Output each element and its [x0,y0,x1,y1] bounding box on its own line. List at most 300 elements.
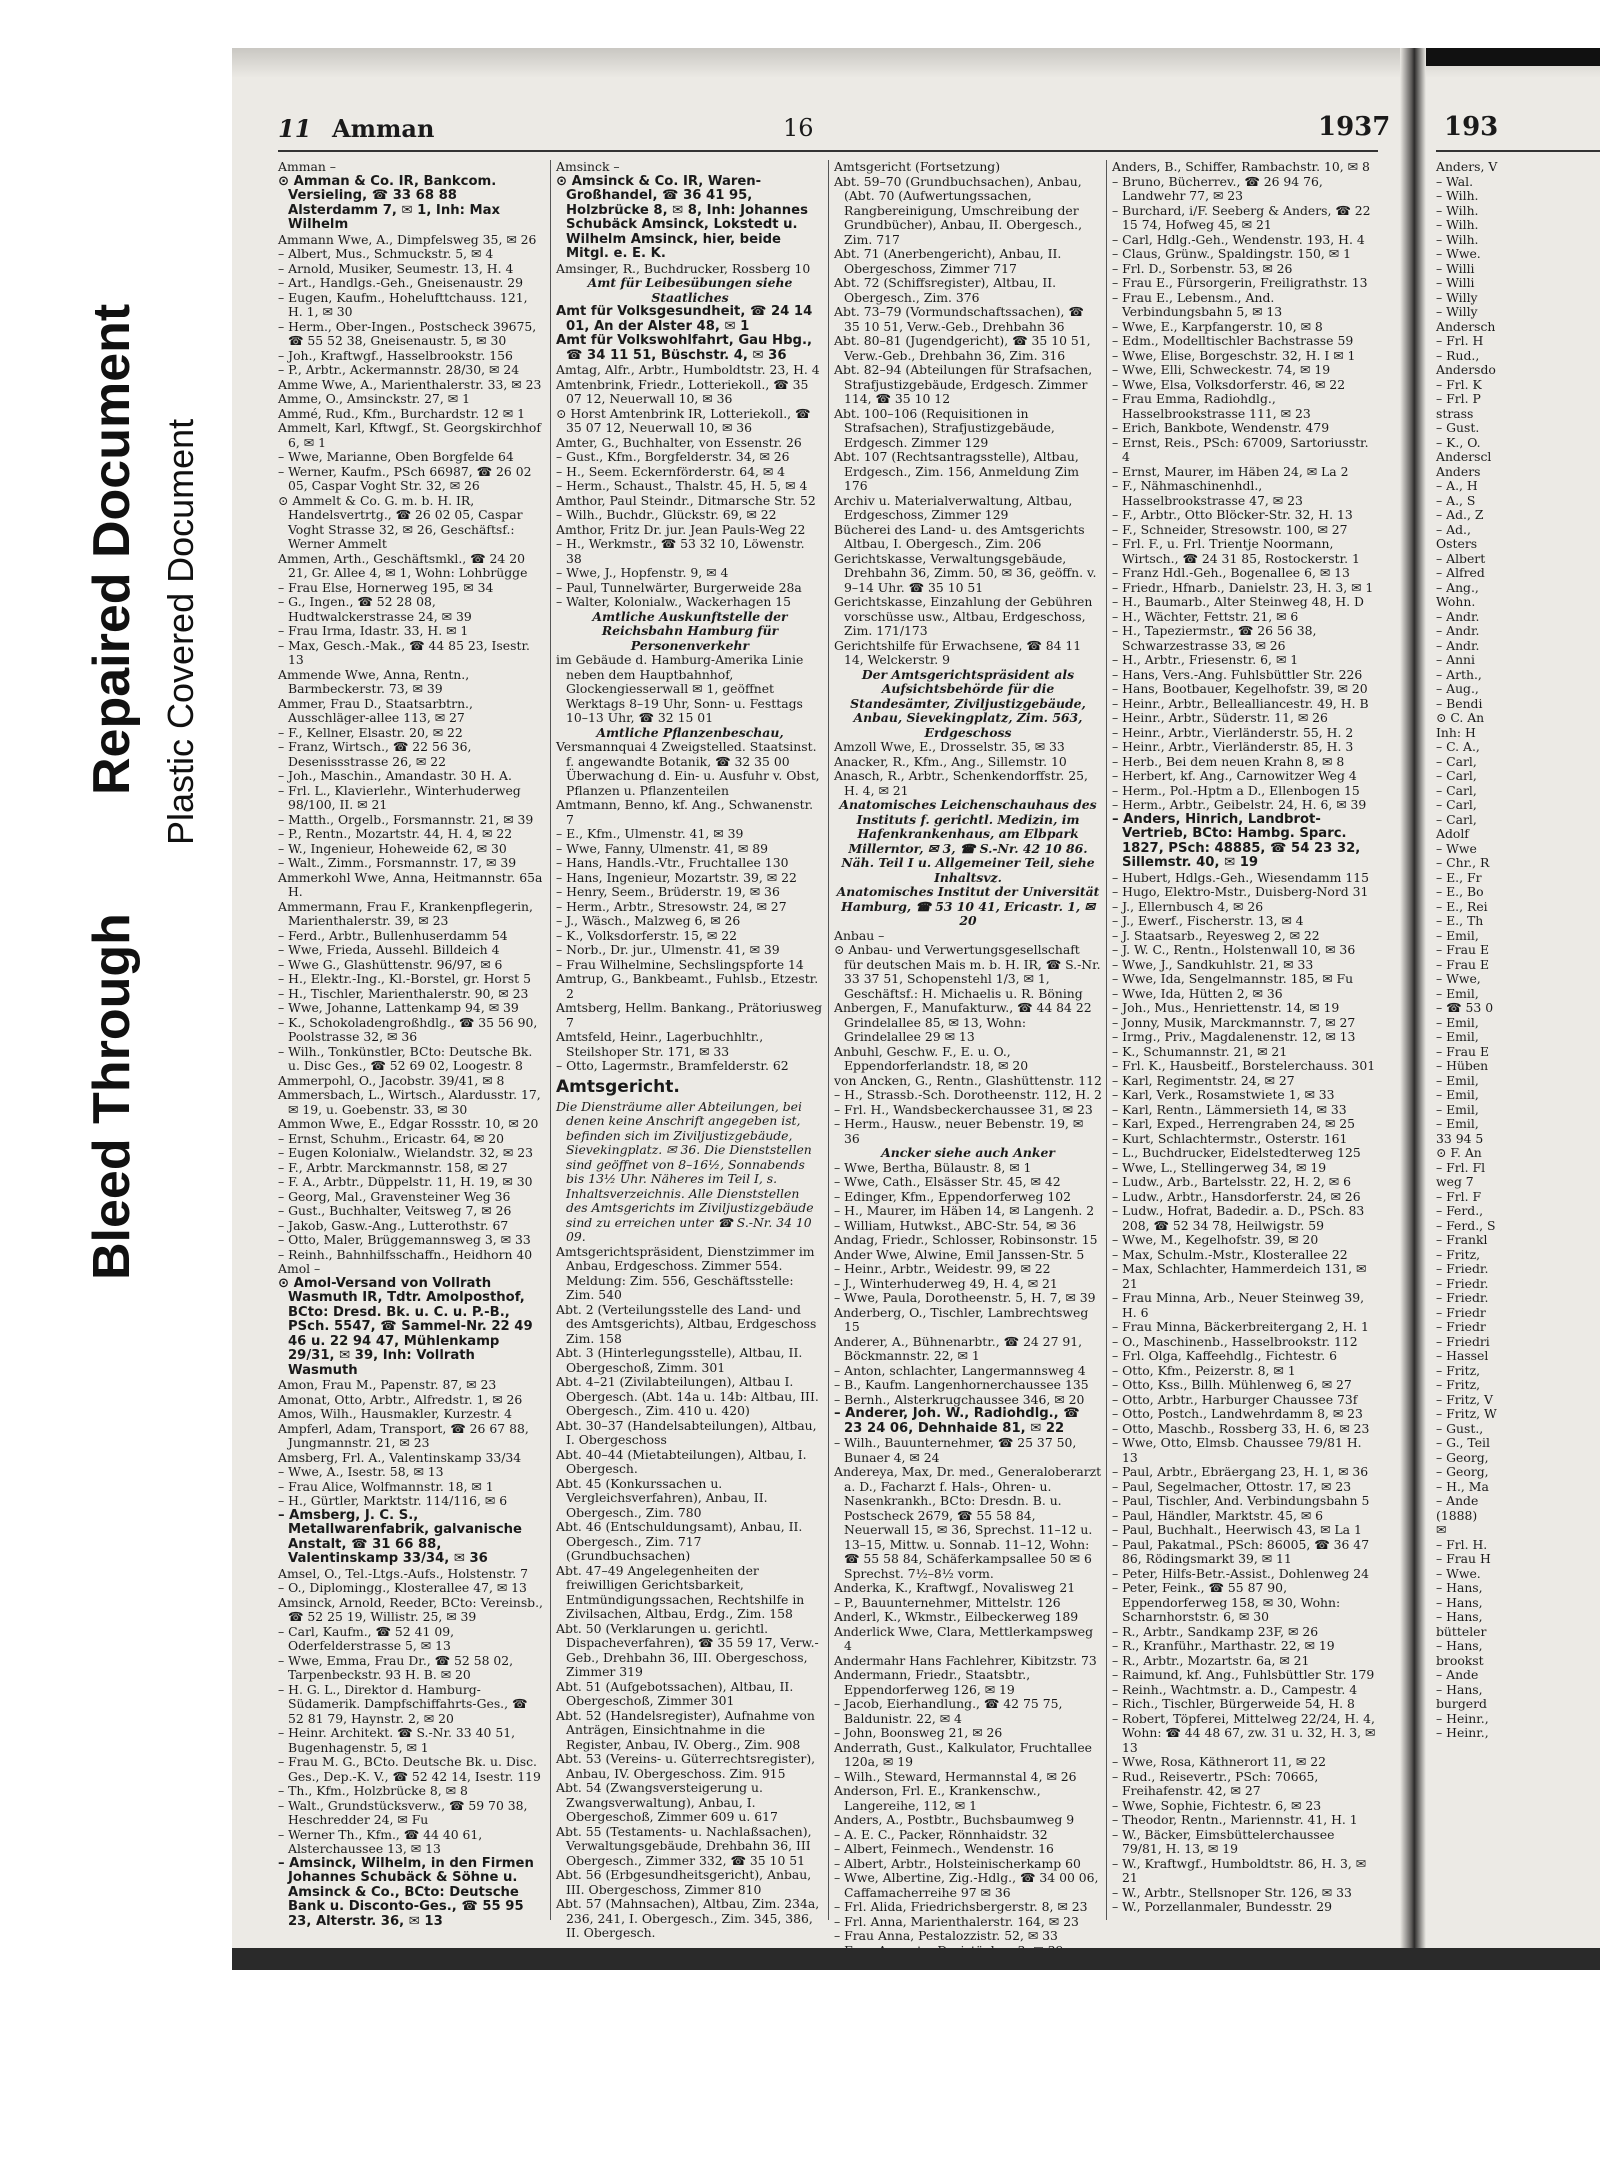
directory-entry: – Frau Alice, Wolfmannstr. 18, ✉ 1 [278,1478,494,1494]
directory-entry: – Otto, Kss., Billh. Mühlenweg 6, ✉ 27 [1112,1377,1352,1392]
directory-entry: Gerichtskasse, Einzahlung der Gebühren vorschüsse usw., Altbau, Erdgeschoss, Zim. 171/173 [834,594,1093,638]
directory-entry: – Paul, Tunnelwärter, Burgerweide 28a [556,579,802,595]
directory-entry: Anderlick Wwe, Clara, Mettlerkampsweg 4 [834,1623,1093,1653]
directory-entry: Ammerpohl, O., Jacobstr. 39/41, ✉ 8 [278,1072,505,1088]
directory-entry: – Friedr., Hfnarb., Danielstr. 23, H. 3, ✉ 1 [1112,579,1374,595]
directory-entry: Amthor, Fritz Dr. jur. Jean Pauls-Weg 22 [556,521,806,537]
directory-entry: Amthor, Paul Steindr., Ditmarsche Str. 52 [556,492,816,508]
column-divider [550,160,551,1920]
directory-entry: Ammon Wwe, E., Edgar Rossstr. 10, ✉ 20 [278,1116,539,1131]
directory-entry: – Otto, Maschb., Rossberg 33, H. 6, ✉ 23 [1112,1420,1370,1436]
directory-entry: Abt. 3 (Hinterlegungsstelle), Altbau, II. Obergeschoß, Zimm. 301 [556,1345,803,1375]
directory-entry-fragment: – Wwe, [1436,971,1481,986]
directory-entry: – Peter, Feink., ☎ 55 87 90, Eppendorferweg 158, ✉ 30, Wohn: Scharnhorststr. 6, ✉ 30 [1112,1580,1341,1624]
directory-entry: – Herbert, kf. Ang., Carnowitzer Weg 4 [1112,768,1357,783]
directory-entry: Abt. 45 (Konkurssachen u. Vergleichsverfahren), Anbau, II. Obergesch., Zim. 780 [556,1475,768,1520]
directory-entry-fragment: burgerd [1436,1696,1487,1711]
directory-entry: – Carl, Kaufm., ☎ 52 41 09, Oderfelderstrasse 5, ✉ 13 [278,1623,455,1653]
directory-entry: – H. G. L., Direktor d. Hamburg-Südamerik. Dampfschiffahrts-Ges., ☎ 52 81 79, Haynstr. 2, ✉ 20 [278,1681,528,1726]
directory-entry-fragment: – Wwe. [1436,246,1481,261]
directory-entry: – Herm., Hausw., neuer Bebenstr. 19, ✉ 36 [834,1116,1084,1146]
directory-entry: – Max, Gesch.-Mak., ☎ 44 85 23, Isestr. 13 [278,637,530,667]
directory-entry-fragment: – Gust. [1436,420,1480,435]
directory-entry-fragment: – Alfred [1436,565,1485,580]
directory-entry-fragment: – Rud., [1436,347,1480,363]
directory-entry: – Kurt, Schlachtermstr., Osterstr. 161 [1112,1130,1348,1146]
directory-entry: Amsberg, Frl. A., Valentinskamp 33/34 [278,1449,522,1465]
directory-column-2 [556,159,824,1940]
directory-entry-fragment: bütteler [1436,1623,1487,1639]
directory-entry: Amol – [278,1261,321,1276]
directory-entry: Ander Wwe, Alwine, Emil Janssen-Str. 5 [834,1246,1085,1262]
directory-entry: Abt. 46 (Entschuldungsamt), Anbau, II. Obergesch., Zim. 717 (Grundbuchsachen) [556,1519,803,1563]
directory-entry: Anders, A., Postbtr., Buchsbaumweg 9 [834,1812,1075,1827]
directory-entry: – Heinr., Arbtr., Bellealliancestr. 49, H. B [1112,695,1369,711]
directory-entry: Amos, Wilh., Hausmakler, Kurzestr. 4 [278,1406,512,1421]
directory-entry: – Albert, Arbtr., Holsteinischerkamp 60 [834,1855,1081,1871]
directory-entry: – Raimund, kf. Ang., Fuhlsbüttler Str. 179 [1112,1667,1375,1682]
directory-entry-fragment: – Fritz, W [1436,1406,1497,1421]
directory-entry: Amter, G., Buchhalter, von Essenstr. 26 [556,434,802,450]
directory-entry: ⊙ Anbau- und Verwertungsgesellschaft für deutschen Mais m. b. H. IR, ☎ S.-Nr. 33 37 51, Schopenstehl 1/3, ✉ 1, Geschäftsf.: H. Michaelis u. R. Böning [834,942,1101,1001]
directory-entry: – Werner, Kaufm., PSch 66987, ☎ 26 02 05, Caspar Voght Str. 32, ✉ 26 [278,463,532,493]
directory-entry: Amtmann, Benno, kf. Ang., Schwanenstr. 7 [556,797,814,827]
directory-column-3 [834,159,1102,1943]
directory-entry: Amme, O., Amsinckstr. 27, ✉ 1 [278,391,470,406]
directory-entry-fragment: – Georg, [1436,1449,1489,1465]
directory-entry: Die Diensträume aller Abteilungen, bei denen keine Anschrift angegeben ist, befinden sich im Ziviljustizgebäude, Sievekingplatz. ✉ 36. Die Dienststellen sind geöffnet von 8–16½, Sonnabends bis 13½ Uhr. Näheres im Teil I, s. Inhaltsverzeichnis. Alle Dienststellen des Amtsgerichts im Ziviljustizgebäude sind zu erreichen unter ☎ S.-Nr. 34 10 09. [556,1098,814,1244]
directory-entry-fragment: – C. A., [1436,739,1480,754]
directory-entry: – Karl, Verk., Rosamstwiete 1, ✉ 33 [1112,1087,1335,1102]
directory-entry: – K., Schokoladengroßhdlg., ☎ 35 56 90, Poolstrasse 32, ✉ 36 [278,1014,538,1044]
directory-entry-fragment: – Ferd., S [1436,1217,1496,1233]
directory-entry: Abt. 40–44 (Mietabteilungen), Altbau, I. Obergesch. [556,1446,807,1476]
directory-entry: – Ernst, Reis., PSch: 67009, Sartoriusstr. 4 [1112,434,1369,464]
directory-entry: Amtsgerichtspräsident, Dienstzimmer im Anbau, Erdgeschoss. Zimmer 554. Meldung: Zim. 556, Geschäftsstelle: Zim. 540 [556,1243,815,1302]
directory-entry: – Wwe, M., Kegelhofstr. 39, ✉ 20 [1112,1232,1319,1247]
directory-entry: – Edinger, Kfm., Eppendorferweg 102 [834,1188,1072,1204]
directory-entry: – Albert, Feinmech., Wendenstr. 16 [834,1841,1054,1856]
directory-entry: – Matth., Orgelb., Forsmannstr. 21, ✉ 39 [278,811,534,827]
directory-entry: – Joh., Maschin., Amandastr. 30 H. A. [278,768,512,783]
directory-entry: – Wilh., Buchdr., Glückstr. 69, ✉ 22 [556,507,777,522]
directory-entry: von Ancken, G., Rentn., Glashüttenstr. 112 [834,1072,1102,1088]
directory-entry: – Frau M. G., BCto. Deutsche Bk. u. Disc. Ges., Dep.-K. V., ☎ 52 42 14, Isestr. 119 [278,1754,541,1784]
directory-entry: – Norb., Dr. jur., Ulmenstr. 41, ✉ 39 [556,942,780,957]
directory-entry: – H., Werkmstr., ☎ 53 32 10, Löwenstr. 38 [556,536,805,566]
directory-entry: – Paul, Buchhalt., Heerwisch 43, ✉ La 1 [1112,1522,1362,1537]
directory-entry: – R., Arbtr., Mozartstr. 6a, ✉ 21 [1112,1652,1310,1668]
directory-entry: ⊙ Horst Amtenbrink IR, Lotteriekoll., ☎ 35 07 12, Neuerwall 10, ✉ 36 [556,405,811,435]
directory-entry-fragment: – G., Teil [1436,1435,1490,1450]
book-gutter [1400,48,1426,1948]
directory-entry: Abt. 107 (Rechtsantragsstelle), Altbau, Erdgesch., Zim. 156, Anmeldung Zim 176 [834,449,1080,493]
directory-entry: Abt. 73–79 (Vormundschaftssachen), ☎ 35 10 51, Verw.-Geb., Drehbahn 36 [834,304,1084,334]
directory-entry: Abt. 4–21 (Zivilabteilungen), Altbau I. Obergesch. (Abt. 14a u. 14b: Altbau, III. Obergesch., Zim. 410 u. 420) [556,1374,819,1418]
directory-entry: Ammer, Frau D., Staatsarbtrn., Ausschläger-allee 113, ✉ 27 [278,695,473,725]
sticker-notes [40,50,240,1290]
directory-entry: Anderrath, Gust., Kalkulator, Fruchtallee 120a, ✉ 19 [834,1739,1092,1769]
directory-entry: Abt. 59–70 (Grundbuchsachen), Anbau, (Abt. 70 (Aufwertungssachen, Rangbereinigung, Umschreibung der Grundbücher), Anbau, II. Obergesch., Zim. 717 [834,173,1083,247]
directory-entry: Gerichtskasse, Verwaltungsgebäude, Drehbahn 36, Zimm. 50, ✉ 36, geöffn. v. 9–14 Uhr. ☎ 35 10 51 [834,550,1097,595]
directory-entry: – Frau Minna, Arb., Neuer Steinweg 39, H. 6 [1112,1290,1365,1320]
directory-entry: – Heinr., Arbtr., Süderstr. 11, ✉ 26 [1112,710,1328,725]
directory-column-4 [1112,160,1378,1920]
directory-entry-fragment: – Fritz, [1436,1246,1481,1262]
directory-entry-fragment: – Hans, [1436,1609,1483,1624]
directory-entry-fragment: – Frau E [1436,942,1490,957]
directory-entry-fragment: – Heinr., [1436,1725,1489,1740]
directory-entry: – Henry, Seem., Brüderstr. 19, ✉ 36 [556,884,780,899]
directory-entry: Andereya, Max, Dr. med., Generaloberarzt a. D., Facharzt f. Hals-, Ohren- u. Nasenkrankh., BCto: Dresdn. B. u. Postscheck 2679, ☎ 55 58 84, Neuerwall 15, ✉ 36, Sprechst. 11–12 u. 13–15, Mittw. u. Sonnab. 11–12, Wohn: ☎ 55 58 84, Schäferkampsallee 50 ✉ 6 Sprechst. 7½–8½ vorm. [834,1464,1102,1581]
directory-entry-fragment: – Andr. [1436,637,1480,653]
directory-entry: – K., Schumannstr. 21, ✉ 21 [1112,1043,1288,1059]
directory-entry-fragment: – Carl, [1436,797,1477,812]
directory-column-1 [278,159,546,1929]
directory-entry: – Frl. D., Sorbenstr. 53, ✉ 26 [1112,260,1293,276]
top-shade [232,48,1600,78]
directory-entry: – Heinr., Arbtr., Vierländerstr. 55, H. 2 [1112,724,1354,740]
directory-entry: – E., Kfm., Ulmenstr. 41, ✉ 39 [556,826,744,841]
directory-entry: Amsel, O., Tel.-Ltgs.-Aufs., Holstenstr. 7 [278,1565,529,1581]
directory-entry-fragment: – Hans, [1436,1580,1483,1595]
directory-entry: Gerichtshilfe für Erwachsene, ☎ 84 11 14, Welckerstr. 9 [834,637,1082,667]
directory-entry: – Otto, Maler, Brüggemannsweg 3, ✉ 33 [278,1232,531,1247]
directory-entry-fragment: – Willy [1436,289,1478,305]
directory-entry-fragment: – Fritz, [1436,1362,1481,1378]
directory-entry: – Hans, Vers.-Ang. Fuhlsbüttler Str. 226 [1112,666,1363,682]
directory-entry: Bücherei des Land- u. des Amtsgerichts Altbau, I. Obergesch., Zim. 206 [834,521,1085,551]
directory-entry: – Bruno, Bücherrev., ☎ 26 94 76, Landwehr 77, ✉ 23 [1112,173,1323,203]
directory-entry-fragment: – Willy [1436,304,1478,319]
directory-entry: – Franz Hdl.-Geh., Bogenallee 6, ✉ 13 [1112,565,1350,580]
directory-entry: – Wwe, Elli, Schweckestr. 74, ✉ 19 [1112,362,1331,377]
directory-entry: – Anton, schlachter, Langermannsweg 4 [834,1362,1086,1378]
directory-entry-fragment: (1888) [1436,1507,1478,1523]
directory-entry: – Max, Schlachter, Hammerdeich 131, ✉ 21 [1112,1261,1367,1291]
directory-entry: Amman – [278,159,336,174]
directory-entry: Anbergen, F., Manufakturw., ☎ 44 84 22 Grindelallee 85, ✉ 13, Wohn: Grindelallee 29 ✉ 13 [834,1000,1092,1044]
column-number: 11 [278,114,312,143]
directory-entry: – Ernst, Maurer, im Häben 24, ✉ La 2 [1112,463,1349,479]
directory-entry-fragment: – Carl, [1436,782,1477,798]
directory-entry: Amon, Frau M., Papenstr. 87, ✉ 23 [278,1377,497,1392]
directory-entry: Anatomisches Institut der Universität Hamburg, ☎ 53 10 41, Ericastr. 1, ✉ 20 [836,884,1100,928]
directory-entry: ⊙ Amol-Versand von Vollrath Wasmuth IR, Tdtr. Amolposthof, BCto: Dresd. Bk. u. C. u. P.-B., PSch. 5547, ☎ Sammel-Nr. 22 49 46 u. 22 94 47, Mühlenkamp 29/31, ✉ 39, Inh: Vollrath Wasmuth [278,1275,533,1378]
directory-entry: Abt. 53 (Vereins- u. Güterrechtsregister), Anbau, IV. Obergeschoss. Zim. 915 [556,1751,816,1781]
directory-entry: – O., Maschinenb., Hasselbrookstr. 112 [1112,1333,1358,1349]
page-header [278,108,1391,148]
directory-entry: – Frau Emma, Radiohdlg., Hasselbrookstrasse 111, ✉ 23 [1112,391,1311,421]
directory-entry: Abt. 51 (Aufgebotssachen), Altbau, II. Obergeschoß, Zimmer 301 [556,1678,794,1708]
directory-entry-fragment: – Arth., [1436,666,1482,682]
directory-entry: Ammermann, Frau F., Krankenpflegerin, Marienthalerstr. 39, ✉ 23 [278,898,533,928]
directory-entry: – Otto, Lagermstr., Bramfelderstr. 62 [556,1058,789,1073]
directory-entry: – Burchard, i/F. Seeberg & Anders, ☎ 22 15 74, Hofweg 45, ✉ 21 [1112,202,1371,232]
directory-entry: – Carl, Hdlg.-Geh., Wendenstr. 193, H. 4 [1112,231,1365,247]
directory-entry-fragment: – Frl. H. [1436,1536,1488,1552]
directory-entry-fragment: – H., Ma [1436,1478,1489,1494]
directory-entry: – Arnold, Musiker, Seumestr. 13, H. 4 [278,260,514,276]
directory-entry-fragment: – Aug., [1436,681,1479,696]
directory-entry: – W., Bäcker, Eimsbüttelerchaussee 79/81, H. 13, ✉ 19 [1112,1826,1335,1856]
directory-entry: – Walter, Kolonialw., Wackerhagen 15 [556,594,792,609]
directory-entry: Andag, Friedr., Schlosser, Robinsonstr. 15 [834,1232,1098,1247]
directory-entry: Ammerkohl Wwe, Anna, Heitmannstr. 65a H. [278,869,543,899]
directory-entry: Ammersbach, L., Wirtsch., Alardusstr. 17, ✉ 19, u. Goebenstr. 33, ✉ 30 [278,1087,541,1117]
directory-entry: – Karl, Exped., Herrengraben 24, ✉ 25 [1112,1116,1356,1131]
directory-entry-fragment: – E., Rei [1436,898,1488,914]
directory-entry: – Wwe, J., Hopfenstr. 9, ✉ 4 [556,565,729,580]
directory-entry-fragment: – Friedr. [1436,1290,1489,1305]
repaired-document-label: Repaired Document [83,303,141,795]
directory-entry-fragment: ⊙ C. An [1436,710,1485,725]
directory-entry-fragment: – Hans, [1436,1638,1483,1653]
directory-entry-fragment: – Frl. H [1436,333,1484,348]
directory-entry: – Wwe, L., Stellingerweg 34, ✉ 19 [1112,1159,1327,1175]
directory-entry: ⊙ Ammelt & Co. G. m. b. H. IR, Handelsvertrtg., ☎ 26 02 05, Caspar Voght Strasse 32, ✉ 26, Geschäftsf.: Werner Ammelt [278,492,523,551]
directory-entry: – J., Wäsch., Malzweg 6, ✉ 26 [556,913,741,928]
directory-entry: – Wwe, Johanne, Lattenkamp 94, ✉ 39 [278,1000,519,1015]
directory-entry: – Reinh., Wachtmstr. a. D., Campestr. 4 [1112,1681,1358,1697]
directory-entry: ⊙ Amman & Co. IR, Bankcom. Versieling, ☎ 33 68 88 Alsterdamm 7, ✉ 1, Inh: Max Wilhelm [278,173,501,232]
directory-entry: – H., Elektr.-Ing., Kl.-Borstel, gr. Horst 5 [278,971,531,986]
directory-entry: – Wwe, E., Karpfangerstr. 10, ✉ 8 [1112,318,1323,334]
directory-entry: Amt für Volksgesundheit, ☎ 24 14 01, An der Alster 48, ✉ 1 [556,304,813,334]
column-divider [1106,160,1107,1920]
directory-entry: – Frl. L., Klavierlehr., Winterhuderweg 98/100, II. ✉ 21 [278,782,521,812]
directory-entry-fragment: – Emil, [1436,1101,1479,1117]
directory-entry: Der Amtsgerichtspräsident als Aufsichtsbehörde für die Standesämter, Ziviljustizgebäude, Anbau, Sievekingplatz, Zim. 563, Erdgeschoss [850,666,1086,740]
directory-entry: – Hugo, Elektro-Mstr., Duisberg-Nord 31 [1112,884,1369,899]
directory-entry: – W., Kraftwgf., Humboldtstr. 86, H. 3, ✉ 21 [1112,1855,1367,1885]
directory-entry-fragment: – Hans, [1436,1681,1483,1697]
directory-entry: Anders, B., Schiffer, Rambachstr. 10, ✉ 8 [1112,159,1370,174]
directory-entry: Anderberg, O., Tischler, Lambrechtsweg 15 [834,1304,1089,1334]
directory-entry: – Ferd., Arbtr., Bullenhuserdamm 54 [278,927,508,943]
directory-entry: – H., Strassb.-Sch. Dorotheenstr. 112, H. 2 [834,1087,1102,1102]
directory-entry-fragment: – Carl, [1436,753,1477,769]
directory-entry-fragment: – A., S [1436,492,1476,508]
directory-entry-fragment: – Wwe [1436,840,1477,856]
directory-entry: – Karl, Rentn., Lämmersieth 14, ✉ 33 [1112,1101,1347,1117]
directory-entry-fragment: – E., Bo [1436,884,1484,899]
directory-entry: – Heinr., Arbtr., Weidestr. 99, ✉ 22 [834,1261,1051,1276]
directory-entry: – Frl. K., Hausbeitf., Borstelerchauss. 301 [1112,1058,1376,1073]
directory-entry: – Otto, Arbtr., Harburger Chaussee 73f [1112,1391,1358,1407]
directory-entry: – Jakob, Gasw.-Ang., Lutterothstr. 67 [278,1217,509,1233]
directory-entry: Abt. 56 (Erbgesundheitsgericht), Anbau, III. Obergeschoss, Zimmer 810 [556,1867,812,1897]
right-page [1426,108,1600,1928]
directory-entry: Versmannquai 4 Zweigstelled. Staatsinst. f. angewandte Botanik, ☎ 32 35 00 Überwachung d. Ein- u. Ausfuhr v. Obst, Pflanzen u. Pflanzenteilen [556,739,820,798]
directory-entry: – Wwe, Elise, Borgeschstr. 32, H. I ✉ 1 [1112,347,1356,363]
directory-entry-fragment: – Frau H [1436,1551,1491,1566]
directory-entry: – Frau Irma, Idastr. 33, H. ✉ 1 [278,623,469,638]
directory-entry-fragment: – Emil, [1436,985,1479,1001]
directory-entry: – Gust., Buchhalter, Veitsweg 7, ✉ 26 [278,1203,512,1218]
directory-entry: Abt. 54 (Zwangsversteigerung u. Zwangsverwaltung), Anbau, I. Obergeschoß, Zimmer 609 u. 617 [556,1780,778,1824]
directory-entry: – F., Schneider, Stresowstr. 100, ✉ 27 [1112,521,1348,537]
directory-entry: – Max, Schulm.-Mstr., Klosterallee 22 [1112,1246,1348,1262]
directory-entry: – Joh., Kraftwgf., Hasselbrookstr. 156 [278,347,513,363]
directory-entry-fragment: – Emil, [1436,1029,1479,1044]
directory-entry: – H., Seem. Eckernförderstr. 64, ✉ 4 [556,463,786,479]
directory-entry: – P., Arbtr., Ackermannstr. 28/30, ✉ 24 [278,362,520,377]
directory-entry: – Frau Anna, Pestalozzistr. 52, ✉ 33 [834,1928,1058,1943]
directory-entry-fragment: – Albert [1436,550,1486,566]
directory-entry-fragment: ⊙ F. An [1436,1145,1482,1160]
directory-entry-fragment: – Wilh. [1436,217,1479,232]
directory-entry: – A. E. C., Packer, Rönnhaidstr. 32 [834,1826,1048,1842]
directory-entry: Amt für Leibesübungen siehe Staatliches [587,275,793,305]
directory-entry-fragment: – Heinr., [1436,1710,1489,1726]
directory-entry-fragment: – Frl. P [1436,391,1481,406]
directory-entry-fragment: – Wwe. [1436,1565,1481,1581]
directory-entry-fragment: brookst [1436,1652,1484,1668]
directory-entry-fragment: – Ad., [1436,521,1471,537]
directory-entry: Amonat, Otto, Arbtr., Alfredstr. 1, ✉ 26 [278,1391,523,1407]
directory-entry: – Eugen Kolonialw., Wielandstr. 32, ✉ 23 [278,1145,533,1160]
directory-entry: Anbau – [834,927,885,943]
corner-dark-edge [1410,48,1600,66]
directory-entry: – G., Ingen., ☎ 52 28 08, Hudtwalckerstrasse 24, ✉ 39 [278,594,472,624]
left-page [278,108,1391,1943]
directory-entry: Abt. 57 (Mahnsachen), Altbau, Zim. 234a, 236, 241, I. Obergesch., Zim. 345, 386, II. Obergesch. [556,1896,820,1940]
directory-entry: – Jacob, Eierhandlung., ☎ 42 75 75, Baldunistr. 22, ✉ 4 [834,1696,1063,1726]
directory-entry: – Wilh., Steward, Hermannstal 4, ✉ 26 [834,1768,1077,1784]
directory-entry-fragment: – Hüben [1436,1058,1489,1073]
directory-entry: Anderl, K., Wkmstr., Eilbeckerweg 189 [834,1609,1079,1624]
directory-entry: – P., Bauunternehmer, Mittelstr. 126 [834,1594,1061,1610]
directory-entry: Anderka, K., Kraftwgf., Novalisweg 21 [834,1580,1076,1595]
directory-entry: Amtsgericht (Fortsetzung) [834,159,1001,174]
directory-entry: – H., Wächter, Fettstr. 21, ✉ 6 [1112,608,1299,624]
directory-entry: – Wwe, Otto, Elmsb. Chaussee 79/81 H. 13 [1112,1435,1362,1465]
directory-entry: – Hans, Ingenieur, Mozartstr. 39, ✉ 22 [556,869,797,885]
directory-entry: – Karl, Regimentstr. 24, ✉ 27 [1112,1072,1295,1088]
directory-entry: – Art., Handlgs.-Geh., Gneisenaustr. 29 [278,275,524,290]
directory-entry: – Frau Else, Hornerweg 195, ✉ 34 [278,579,494,595]
directory-entry: – Reinh., Bahnhilfsschaffn., Heidhorn 40 [278,1246,533,1262]
directory-entry: Andermann, Friedr., Staatsbtr., Eppendorferweg 126, ✉ 19 [834,1667,1031,1697]
directory-entry: im Gebäude d. Hamburg-Amerika Linie neben dem Hauptbahnhof, Glockengiesserwall ✉ 1, geöffnet Werktags 8–19 Uhr, Sonn- u. Festtags 10–13 Uhr, ☎ 32 15 01 [556,652,804,725]
directory-entry-fragment: – Emil, [1436,1072,1479,1088]
directory-entry: – Wwe, Frieda, Aussehl. Billdeich 4 [278,942,500,957]
directory-entry: – Wwe, Marianne, Oben Borgfelde 64 [278,449,514,464]
header-rule [278,150,1378,152]
directory-entry: Amzoll Wwe, E., Drosselstr. 35, ✉ 33 [834,739,1065,754]
directory-entry: – H., Tischler, Marienthalerstr. 90, ✉ 23 [278,985,529,1001]
directory-entry: – Wwe, Bertha, Bülaustr. 8, ✉ 1 [834,1159,1032,1175]
directory-entry-fragment: – Anni [1436,652,1476,667]
directory-entry: – Walt., Zimm., Forsmannstr. 17, ✉ 39 [278,855,517,870]
directory-entry: – J. W. C., Rentn., Holstenwall 10, ✉ 36 [1112,942,1356,957]
directory-entry: Amsinck – [556,159,620,174]
directory-entry-fragment: – Friedri [1436,1333,1490,1349]
directory-entry-fragment: – Willi [1436,260,1475,276]
directory-entry: – Paul, Arbtr., Ebräergang 23, H. 1, ✉ 36 [1112,1464,1369,1479]
directory-entry: – Heinr. Architekt. ☎ S.-Nr. 33 40 51, Bugenhagenstr. 5, ✉ 1 [278,1725,516,1755]
directory-entry: – Wwe, Cath., Elsässer Str. 45, ✉ 42 [834,1174,1061,1189]
directory-entry: – Wwe, Emma, Frau Dr., ☎ 52 58 02, Tarpenbeckstr. 93 H. B. ✉ 20 [278,1652,514,1682]
directory-entry: – Wwe, Elsa, Volksdorferstr. 46, ✉ 22 [1112,376,1346,392]
directory-entry-fragment: strass [1436,405,1474,421]
directory-entry: – Frl. Olga, Kaffeehdlg., Fichtestr. 6 [1112,1348,1337,1363]
right-header-rule [1436,150,1600,152]
directory-entry: – Frau Minna, Bäckerbreitergang 2, H. 1 [1112,1319,1369,1334]
directory-entry: – J., Winterhuderweg 49, H. 4, ✉ 21 [834,1275,1058,1291]
directory-entry-fragment: – K., O. [1436,434,1481,450]
directory-entry: Ancker siehe auch Anker [881,1145,1055,1160]
directory-entry: – L., Buchdrucker, Eidelstedterweg 125 [1112,1145,1361,1160]
directory-entry-fragment: – Wilh. [1436,202,1479,218]
directory-entry: – P., Rentn., Mozartstr. 44, H. 4, ✉ 22 [278,826,513,841]
directory-entry-fragment: – Emil, [1436,1014,1479,1030]
directory-entry: – Wwe, Ida, Sengelmannstr. 185, ✉ Fu [1112,971,1354,986]
directory-entry: Ammann Wwe, A., Dimpfelsweg 35, ✉ 26 [278,231,537,247]
directory-entry-fragment: – Frl. K [1436,376,1482,392]
directory-entry-fragment: – Wilh. [1436,188,1479,203]
directory-entry: Ampferl, Adam, Transport, ☎ 26 67 88, Jungmannstr. 21, ✉ 23 [278,1420,529,1450]
directory-entry: – B., Kaufm. Langenhornerchaussee 135 [834,1377,1089,1392]
directory-entry: – Albert, Mus., Schmuckstr. 5, ✉ 4 [278,246,494,261]
directory-entry: Amtsfeld, Heinr., Lagerbuchhltr., Steilshoper Str. 171, ✉ 33 [556,1029,764,1059]
directory-entry: – Werner Th., Kfm., ☎ 44 40 61, Alsterchaussee 13, ✉ 13 [278,1826,483,1856]
directory-entry: Amtsgericht. [556,1076,680,1097]
directory-entry: Abt. 100–106 (Requisitionen in Strafsachen), Strafjustizgebäude, Erdgesch. Zimmer 129 [834,405,1055,450]
directory-entry-fragment: – A., H [1436,478,1478,493]
directory-entry: Anatomisches Leichenschauhaus des Instituts f. gerichtl. Medizin, im Hafenkrankenhaus, am Elbpark Millerntor, ✉ 3, ☎ S.-Nr. 42 10 86. Näh. Teil I u. Allgemeiner Teil, siehe Inhaltsvz. [839,797,1097,885]
directory-entry-fragment: – Fritz, [1436,1377,1481,1392]
directory-entry: – Claus, Grünw., Spaldingstr. 150, ✉ 1 [1112,246,1351,261]
directory-entry-fragment: – Frau E [1436,1043,1490,1059]
directory-entry: – Hans, Handls.-Vtr., Fruchtallee 130 [556,855,789,870]
directory-entry-fragment: – Ang., [1436,579,1479,595]
directory-entry-fragment: – E., Th [1436,913,1484,928]
directory-entry: – Wilh., Bauunternehmer, ☎ 25 37 50, Bunaer 4, ✉ 24 [834,1435,1077,1465]
directory-entry: Abt. 82–94 (Abteilungen für Strafsachen, Strafjustizgebäude, Erdgesch. Zimmer 114, ☎ 35 10 12 [834,362,1093,406]
directory-entry: – Anderer, Joh. W., Radiohdlg., ☎ 23 24 06, Dehnhaide 81, ✉ 22 [834,1406,1080,1436]
directory-entry-fragment: – Hassel [1436,1348,1489,1363]
directory-entry-fragment: – Georg, [1436,1464,1489,1479]
directory-entry: Ammende Wwe, Anna, Rentn., Barmbeckerstr. 73, ✉ 39 [278,666,470,696]
directory-entry: Abt. 55 (Testaments- u. Nachlaßsachen), Verwaltungsgebäude, Drehbahn 36, III Obergesch., Zimmer 332, ☎ 35 10 51 [556,1823,812,1868]
directory-entry-fragment: – Emil, [1436,927,1479,943]
directory-entry-fragment: – Emil, [1436,1116,1479,1131]
directory-entry-fragment: – Friedr [1436,1319,1486,1334]
directory-entry-fragment: Wohn. [1436,594,1476,609]
directory-entry: Amsinck, Arnold, Reeder, BCto: Vereinsb., ☎ 52 25 19, Willistr. 25, ✉ 39 [278,1594,543,1624]
directory-entry: – Hans, Bootbauer, Kegelhofstr. 39, ✉ 20 [1112,681,1368,696]
directory-entry-fragment: weg 7 [1436,1174,1474,1189]
directory-entry-fragment: – Bendi [1436,695,1483,711]
directory-entry: – Rich., Tischler, Bürgerweide 54, H. 8 [1112,1696,1355,1711]
directory-entry: ⊙ Amsinck & Co. IR, Waren-Großhandel, ☎ 36 41 95, Holzbrücke 8, ✉ 8, Inh: Johannes Schubäck Amsinck, Lokstedt u. Wilhelm Amsinck, hier, beide Mitgl. e. E. K. [556,173,808,261]
directory-entry: – Herm., Arbtr., Geibelstr. 24, H. 6, ✉ 39 [1112,797,1367,812]
directory-entry: – Heinr., Arbtr., Vierländerstr. 85, H. 3 [1112,739,1354,754]
directory-entry-fragment: – Andr. [1436,608,1480,624]
directory-entry-fragment: – Frau E [1436,956,1490,972]
directory-entry: – K., Volksdorferstr. 15, ✉ 22 [556,927,737,943]
directory-entry-fragment: – E., Fr [1436,869,1482,885]
directory-entry-fragment: – Emil, [1436,1087,1479,1102]
directory-entry: – Joh., Mus., Henriettenstr. 14, ✉ 19 [1112,1000,1340,1015]
column-divider [828,160,829,1920]
directory-entry: – Franz, Wirtsch., ☎ 22 56 36, Desenissstrasse 26, ✉ 22 [278,739,472,769]
directory-entry: Andermahr Hans Fachlehrer, Kibitzstr. 73 [834,1652,1097,1668]
directory-entry-fragment: Anders [1436,463,1481,479]
right-page-column [1436,160,1600,1920]
